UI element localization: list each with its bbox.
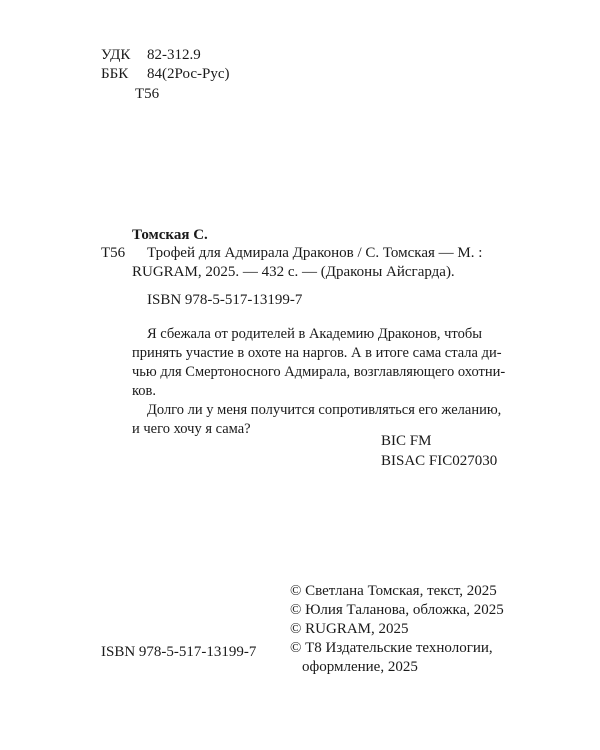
- bbk-value: 84(2Рос-Рус): [147, 66, 230, 82]
- copyright-line: оформление, 2025: [302, 659, 418, 675]
- bic-code: BIC FM: [381, 433, 432, 449]
- catalog-isbn: ISBN 978-5-517-13199-7: [147, 292, 303, 308]
- annotation-line: ков.: [132, 383, 157, 399]
- bbk-label: ББК: [101, 66, 129, 82]
- catalog-author-mark: Т56: [101, 245, 126, 261]
- annotation-line: чью для Смертоносного Адмирала, возглавляющего охотни-: [132, 364, 506, 380]
- udk-value: 82-312.9: [147, 47, 201, 63]
- footer-isbn: ISBN 978-5-517-13199-7: [101, 644, 257, 660]
- annotation-line: Я сбежала от родителей в Академию Драконов, чтобы: [147, 326, 482, 342]
- bisac-code: BISAC FIC027030: [381, 453, 498, 469]
- catalog-entry-line-2: RUGRAM, 2025. — 432 с. — (Драконы Айсгарда).: [132, 264, 455, 280]
- copyright-line: © Светлана Томская, текст, 2025: [290, 583, 497, 599]
- copyright-line: © RUGRAM, 2025: [290, 621, 409, 637]
- catalog-entry-line-1: Трофей для Адмирала Драконов / С. Томская — М. :: [147, 245, 483, 261]
- udk-label: УДК: [101, 47, 131, 63]
- annotation-line: Долго ли у меня получится сопротивляться его желанию,: [147, 402, 502, 418]
- copyright-line: © Т8 Издательские технологии,: [290, 640, 493, 656]
- annotation-line: и чего хочу я сама?: [132, 421, 251, 437]
- author-mark: Т56: [135, 86, 160, 102]
- copyright-line: © Юлия Таланова, обложка, 2025: [290, 602, 504, 618]
- annotation-line: принять участие в охоте на наргов. А в итоге сама стала ди-: [132, 345, 502, 361]
- author-heading: Томская С.: [132, 227, 208, 243]
